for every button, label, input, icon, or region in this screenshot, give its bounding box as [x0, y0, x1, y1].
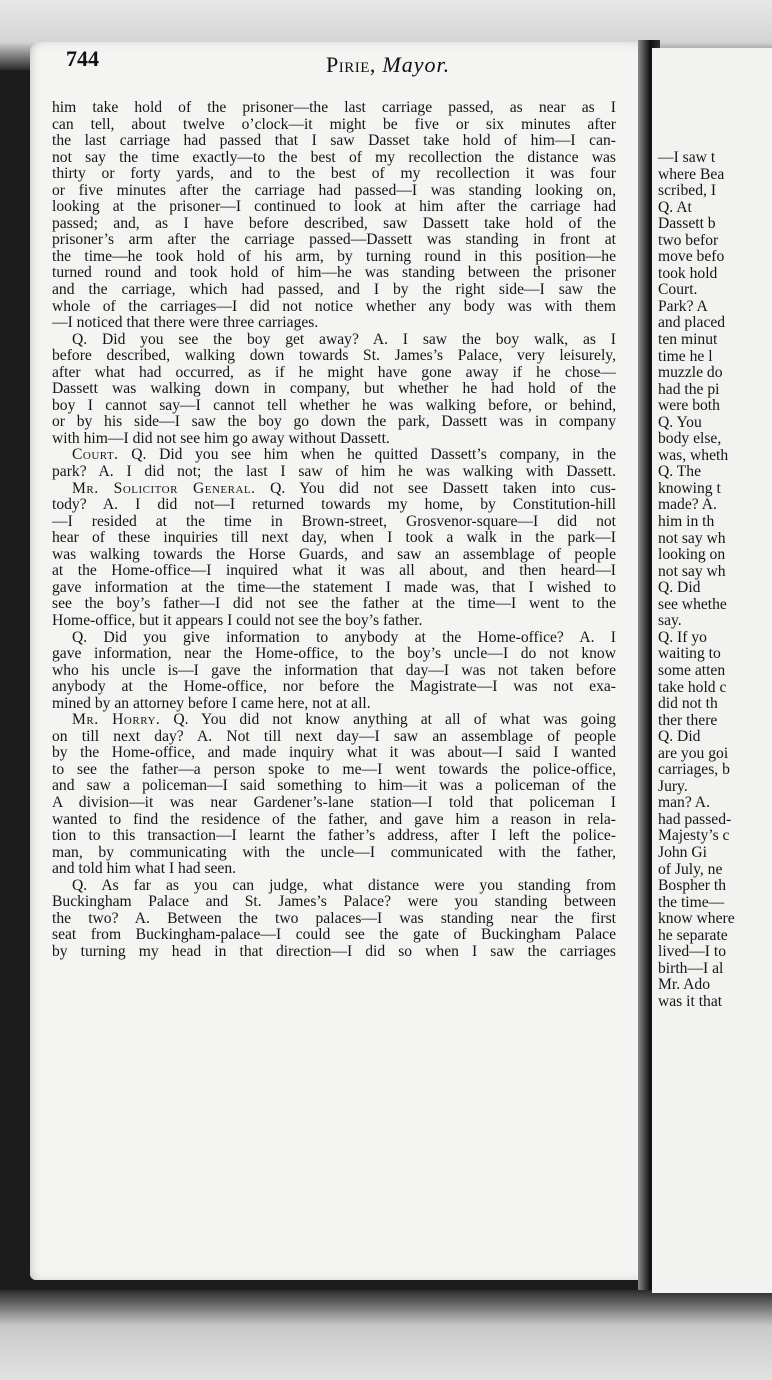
text-line: and the carriage, which had passed, and I by the right side—I saw the	[52, 282, 616, 299]
text-line: tody? A. I did not—I returned towards my home, by Constitution-hill	[52, 497, 616, 514]
text-line: the time—he took hold of his arm, by turning round in this position—he	[52, 248, 616, 265]
right-text-line: birth—I al	[658, 959, 724, 977]
text-line: turned round and took hold of him—he was standing between the prisoner	[52, 265, 616, 282]
right-text-line: waiting to	[658, 645, 721, 663]
text-line: before described, walking down towards St. James’s Palace, very leisurely,	[52, 348, 616, 365]
text-line: Court. Q. Did you see him when he quitted Dassett’s company, in the	[72, 447, 616, 464]
right-text-line: were both	[658, 397, 720, 415]
text-line: see the boy’s father—I did not see the father at the time—I went to the	[52, 596, 616, 613]
right-text-line: Q. Did	[658, 728, 701, 746]
right-text-line: Court.	[658, 281, 698, 299]
text-line: was walking towards the Horse Guards, and saw an assemblage of people	[52, 546, 616, 563]
right-text-line: had passed-	[658, 810, 732, 828]
right-text-line: know where	[658, 910, 735, 928]
text-line: by turning my head in that direction—I did so when I saw the carriages	[52, 943, 616, 960]
text-line: to see the father—a person spoke to me—I went towards the police-office,	[52, 761, 616, 778]
right-text-line: Q. The	[658, 463, 702, 481]
right-page	[652, 48, 772, 1293]
text-line: the two? A. Between the two palaces—I was standing near the first	[52, 910, 616, 927]
right-text-line: Park? A	[658, 297, 708, 315]
text-line: Mr. Horry. Q. You did not know anything at all of what was going	[72, 712, 616, 729]
text-line: and told him what I had seen.	[52, 861, 237, 878]
right-text-line: did not th	[658, 695, 718, 713]
right-text-line: was, wheth	[658, 446, 729, 464]
right-text-line: some atten	[658, 661, 726, 679]
text-line: tion to this transaction—I learnt the father’s address, after I left the police-	[52, 828, 616, 845]
text-line: boy I cannot say—I cannot tell whether he was walking before, or behind,	[52, 397, 616, 414]
right-text-line: him in th	[658, 513, 715, 531]
right-text-line: see whethe	[658, 595, 727, 613]
text-line: Q. Did you give information to anybody at the Home-office? A. I	[72, 629, 616, 646]
right-text-line: Q. You	[658, 413, 702, 431]
left-page-text	[52, 100, 616, 960]
right-text-line: carriages, b	[658, 761, 730, 779]
text-line: at the Home-office—I inquired what it was all about, and then heard—I	[52, 563, 616, 580]
right-text-line: two befor	[658, 231, 719, 249]
right-text-line: ther there	[658, 711, 718, 729]
right-text-line: —I saw t	[658, 149, 716, 166]
right-text-line: not say wh	[658, 529, 726, 547]
right-text-line: Q. Did	[658, 579, 701, 597]
text-line: can tell, about twelve o’clock—it might be five or six minutes after	[52, 116, 616, 133]
right-text-line: the time—	[658, 893, 725, 911]
text-line: Q. Did you see the boy get away? A. I saw the boy walk, as I	[72, 331, 616, 348]
running-head	[326, 52, 450, 78]
right-text-line: had the pi	[658, 380, 720, 398]
right-text-line: body else,	[658, 430, 722, 448]
right-text-line: knowing t	[658, 479, 721, 497]
text-line: seat from Buckingham-palace—I could see the gate of Buckingham Palace	[52, 927, 616, 944]
right-text-line: of July, ne	[658, 860, 723, 878]
right-text-line: say.	[658, 612, 682, 630]
right-text-line: John Gi	[658, 843, 707, 861]
right-text-line: he separate	[658, 926, 728, 944]
right-text-line: muzzle do	[658, 364, 723, 382]
text-line: him take hold of the prisoner—the last carriage passed, as near as I	[52, 100, 616, 116]
text-line: prisoner’s arm after the carriage passed—Dassett was standing in front at	[52, 232, 616, 249]
right-text-line: Q. If yo	[658, 628, 707, 646]
text-line: who his uncle is—I gave the information that day—I was not taken before	[52, 662, 616, 679]
right-text-line: Jury.	[658, 777, 688, 795]
text-line: whole of the carriages—I did not notice whether any body was with them	[52, 298, 616, 315]
text-line: gave information, near the Home-office, to the boy’s uncle—I do not know	[52, 646, 616, 663]
right-text-line: not say wh	[658, 562, 726, 580]
text-line: looking at the prisoner—I continued to look at him after the carriage had	[52, 199, 616, 216]
running-head-name: Pirie,	[326, 52, 376, 77]
text-line: —I noticed that there were three carriages.	[52, 315, 319, 332]
text-line: wanted to find the residence of the father, and gave him a reason in rela-	[52, 811, 616, 828]
page-number: 744	[66, 46, 99, 71]
text-line: and saw a policeman—I said something to him—it was a policeman of the	[52, 778, 616, 795]
scan-background-bottom	[0, 1290, 772, 1380]
text-line: hear of these inquiries till next day, when I took a walk in the park—I	[52, 530, 616, 547]
right-text-line: took hold	[658, 264, 718, 282]
text-line: A division—it was near Gardener’s-lane station—I told that policeman I	[52, 794, 616, 811]
right-page-text	[658, 150, 772, 1010]
text-line: thirty or forty yards, and to the best of my recollection it was four	[52, 166, 616, 183]
right-text-line: move befo	[658, 248, 725, 266]
text-line: Dassett was walking down in company, but whether he had hold of the	[52, 381, 616, 398]
right-text-line: time he l	[658, 347, 713, 365]
right-text-line: looking on	[658, 546, 726, 564]
right-text-line: Majesty’s c	[658, 827, 730, 845]
right-text-line: scribed, I	[658, 182, 717, 200]
text-line: with him—I did not see him go away without Dassett.	[52, 430, 390, 447]
running-head-title: Mayor.	[382, 52, 451, 77]
right-text-line: Q. At	[658, 198, 692, 216]
text-line: Buckingham Palace and St. James’s Palace? were you standing between	[52, 894, 616, 911]
right-text-line: made? A.	[658, 496, 717, 514]
text-line: anybody at the Home-office, nor before the Magistrate—I was not exa-	[52, 679, 616, 696]
right-text-line: Mr. Ado	[658, 976, 710, 994]
text-line: park? A. I did not; the last I saw of him he was walking with Dassett.	[52, 464, 616, 481]
text-line: mined by an attorney before I came here, not at all.	[52, 695, 371, 712]
text-line: the last carriage had passed that I saw Dasset take hold of him—I can-	[52, 133, 616, 150]
right-text-line: are you goi	[658, 744, 729, 762]
text-line: —I resided at the time in Brown-street, Grosvenor-square—I did not	[52, 513, 616, 530]
text-line: passed; and, as I have before described, saw Dassett take hold of the	[52, 215, 616, 232]
text-line: by the Home-office, and made inquiry what it was about—I said I wanted	[52, 745, 616, 762]
right-text-line: where Bea	[658, 165, 725, 183]
page-header	[66, 46, 626, 86]
right-text-line: Bospher th	[658, 877, 727, 895]
right-text-line: man? A.	[658, 794, 710, 812]
right-text-line: lived—I to	[658, 943, 726, 961]
text-line: or five minutes after the carriage had passed—I was standing looking on,	[52, 182, 616, 199]
right-text-line: and placed	[658, 314, 726, 332]
right-text-line: ten minut	[658, 331, 718, 349]
text-line: gave information at the time—the statement I made was, that I wished to	[52, 579, 616, 596]
text-line: man, by communicating with the uncle—I communicated with the father,	[52, 844, 616, 861]
right-text-line: was it that	[658, 992, 723, 1010]
text-line: on till next day? A. Not till next day—I saw an assemblage of people	[52, 728, 616, 745]
text-line: or by his side—I saw the boy go down the park, Dassett was in company	[52, 414, 616, 431]
text-line: after what had occurred, as if he might have gone away if he chose—	[52, 364, 616, 381]
text-line: Q. As far as you can judge, what distance were you standing from	[72, 877, 616, 894]
text-line: Home-office, but it appears I could not see the boy’s father.	[52, 612, 423, 629]
text-line: not say the time exactly—to the best of my recollection the distance was	[52, 149, 616, 166]
text-line: Mr. Solicitor General. Q. You did not see Dassett taken into cus-	[72, 480, 616, 497]
right-text-line: take hold c	[658, 678, 727, 696]
right-text-line: Dassett b	[658, 215, 716, 233]
